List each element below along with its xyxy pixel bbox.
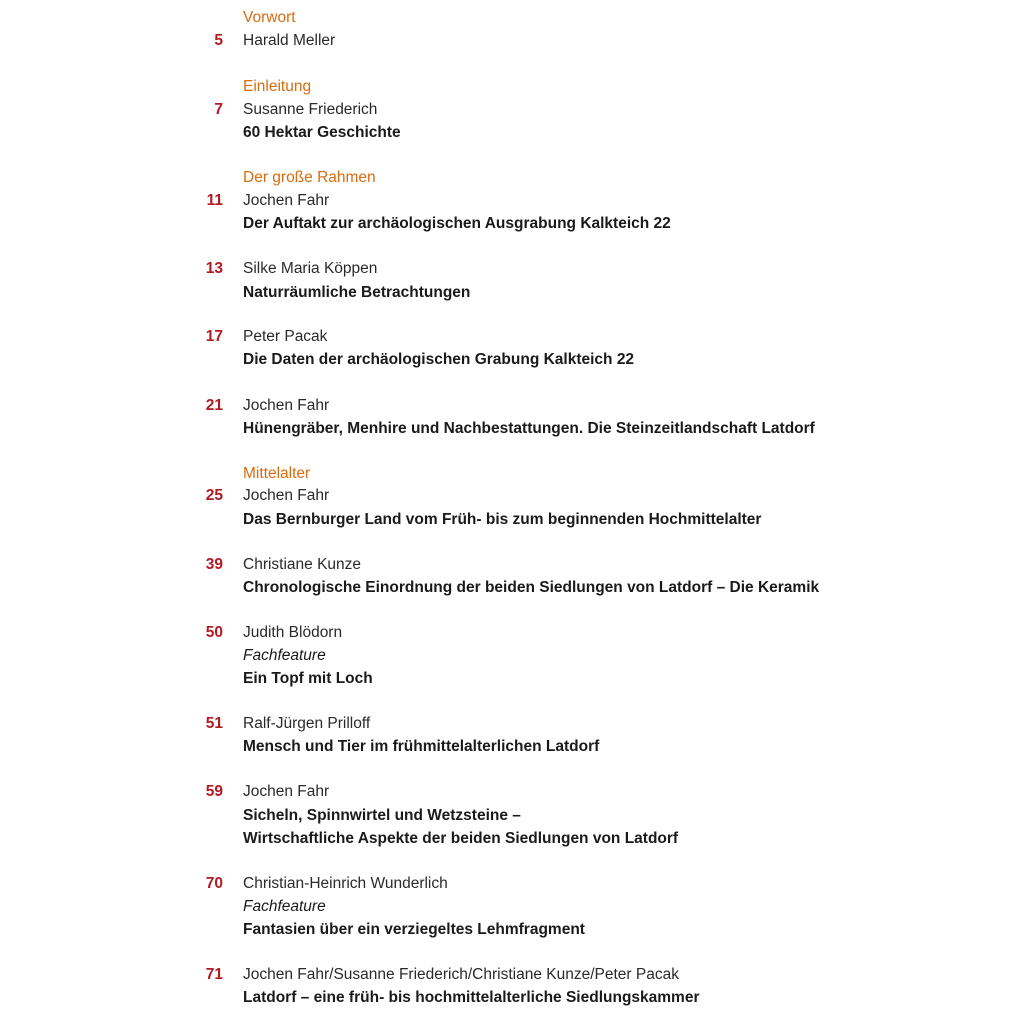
author: Christian-Heinrich Wunderlich xyxy=(243,875,448,892)
author: Harald Meller xyxy=(243,32,336,49)
author: Jochen Fahr xyxy=(243,487,330,504)
entry-feature-label: Fachfeature xyxy=(243,647,326,664)
page-number: 70 xyxy=(205,875,223,892)
author: Judith Blödorn xyxy=(243,624,343,641)
entry-title: Chronologische Einordnung der beiden Siedlungen von Latdorf – Die Keramik xyxy=(243,579,820,596)
page-number: 21 xyxy=(205,397,223,414)
section-heading-vorwort: Vorwort xyxy=(243,9,296,26)
page-number: 17 xyxy=(205,328,223,345)
author: Jochen Fahr xyxy=(243,783,330,800)
entry-feature-label: Fachfeature xyxy=(243,898,326,915)
entry-title: Das Bernburger Land vom Früh- bis zum beginnenden Hochmittelalter xyxy=(243,511,762,528)
entry-title: Fantasien über ein verziegeltes Lehmfragment xyxy=(243,921,585,938)
entry-title: Latdorf – eine früh- bis hochmittelalterliche Siedlungskammer xyxy=(243,989,700,1006)
page-number: 39 xyxy=(205,556,223,573)
page-number: 11 xyxy=(206,192,223,209)
entry-title-line2: Wirtschaftliche Aspekte der beiden Siedlungen von Latdorf xyxy=(243,830,679,847)
entry-title: Hünengräber, Menhire und Nachbestattungen. Die Steinzeitlandschaft Latdorf xyxy=(243,420,815,437)
page-number: 13 xyxy=(205,260,223,277)
page-number: 25 xyxy=(205,487,223,504)
author: Susanne Friederich xyxy=(243,101,378,118)
entry-title: Der Auftakt zur archäologischen Ausgrabung Kalkteich 22 xyxy=(243,215,671,232)
page-number: 50 xyxy=(205,624,223,641)
entry-title: Sicheln, Spinnwirtel und Wetzsteine – xyxy=(243,807,521,824)
page-number: 5 xyxy=(214,32,223,49)
entry-title: Ein Topf mit Loch xyxy=(243,670,373,687)
author: Jochen Fahr/Susanne Friederich/Christiane Kunze/Peter Pacak xyxy=(243,966,679,983)
entry-title: Mensch und Tier im frühmittelalterlichen Latdorf xyxy=(243,738,600,755)
author: Christiane Kunze xyxy=(243,556,362,573)
page-number: 71 xyxy=(205,966,223,983)
section-heading-rahmen: Der große Rahmen xyxy=(243,169,376,186)
entry-title: 60 Hektar Geschichte xyxy=(243,124,401,141)
entry-title: Die Daten der archäologischen Grabung Kalkteich 22 xyxy=(243,351,635,368)
author: Silke Maria Köppen xyxy=(243,260,378,277)
entry-title: Naturräumliche Betrachtungen xyxy=(243,284,471,301)
page-number: 59 xyxy=(205,783,223,800)
section-heading-einleitung: Einleitung xyxy=(243,78,312,95)
author: Peter Pacak xyxy=(243,328,328,345)
section-heading-mittelalter: Mittelalter xyxy=(243,465,311,482)
author: Jochen Fahr xyxy=(243,192,330,209)
author: Ralf-Jürgen Prilloff xyxy=(243,715,371,732)
author: Jochen Fahr xyxy=(243,397,330,414)
page-number: 51 xyxy=(205,715,223,732)
page-number: 7 xyxy=(214,101,223,118)
